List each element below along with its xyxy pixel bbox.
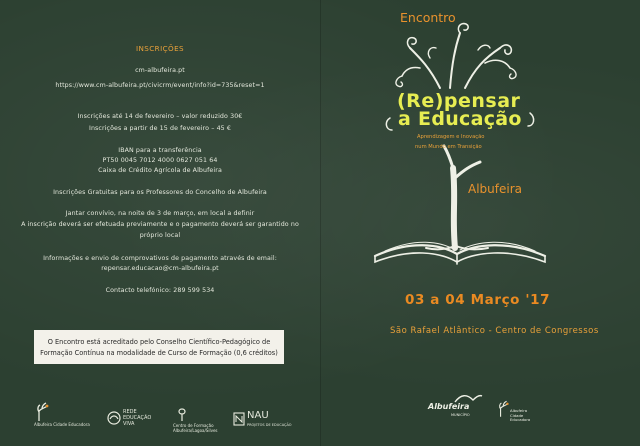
page-fold	[320, 0, 321, 446]
cidade-educadora-text: Albufeira Cidade Educadora	[510, 408, 531, 422]
albufeira-cidade-educadora-logo-right	[498, 400, 510, 418]
event-dates: 03 a 04 Março '17	[405, 292, 551, 308]
centro-formacao-logo	[176, 408, 188, 422]
registration-url[interactable]: https://www.cm-albufeira.pt/civicrm/event/info?id=735&reset=1	[55, 82, 265, 89]
fee-standard: Inscrições a partir de 15 de fevereiro – 45 €	[88, 125, 231, 132]
albufeira-municipio-logo: Albufeira	[428, 402, 470, 411]
event-venue: São Rafael Atlântico - Centro de Congressos	[390, 326, 599, 336]
payment-note: A inscrição deverá ser efetuada previamente e o pagamento deverá ser garantido no	[21, 221, 299, 228]
encontro-heading: Encontro	[400, 10, 456, 25]
dinner-note: Jantar convívio, na noite de 3 de março, em local a definir	[65, 210, 255, 217]
nau-label: NAU	[247, 410, 269, 421]
viva-label: VIVA	[123, 421, 135, 427]
website-link[interactable]: cm-albufeira.pt	[135, 67, 185, 74]
educacao-label: EDUCAÇÃO	[123, 415, 152, 421]
bank-name: Caixa de Crédito Agrícola de Albufeira	[98, 167, 222, 174]
iban-label: IBAN para a transferência	[118, 147, 202, 154]
albufeira-label: Albufeira	[468, 182, 522, 196]
rede-educacao-viva-logo	[107, 411, 121, 425]
nau-sub-label: PROJETOS DE EDUCAÇÃO	[247, 423, 292, 427]
payment-note-cont: próprio local	[139, 232, 181, 239]
municipio-label: MUNICÍPIO	[451, 413, 470, 417]
iban-number: PT50 0045 7012 4000 0627 051 64	[102, 157, 218, 164]
contact-phone: Contacto telefónico: 289 599 534	[105, 287, 215, 294]
centro-formacao-text-1: Centro de Formação	[173, 423, 214, 428]
albufeira-cidade-educadora-logo	[36, 402, 50, 422]
subtitle-line-2: num Mundo em Transição	[415, 144, 482, 150]
fee-reduced: Inscrições até 14 de fevereiro – valor reduzido 30€	[77, 113, 243, 120]
accreditation-line-1: O Encontro está acreditado pelo Conselho Científico-Pedagógico de	[47, 338, 271, 346]
subtitle-line-1: Aprendizagem e Inovação	[417, 134, 485, 140]
rede-label: REDE	[123, 409, 137, 415]
centro-formacao-text-2: Albufeira/Lagoa/Silves	[173, 428, 218, 433]
albufeira-cidade-educadora-text: Albufeira Cidade Educadora	[34, 422, 90, 427]
info-note: Informações e envio de comprovativos de pagamento através de email:	[43, 255, 277, 262]
free-registration-note: Inscrições Gratuitas para os Professores do Concelho de Albufeira	[53, 189, 267, 196]
title-educacao: a Educação	[398, 108, 522, 130]
nau-logo-mark	[233, 412, 245, 426]
accreditation-box	[34, 330, 284, 364]
accreditation-line-2: Formação Contínua na modalidade de Curso de Formação (0,6 créditos)	[40, 349, 278, 357]
inscricoes-title: INSCRIÇÕES	[136, 44, 184, 53]
title-repensar: (Re)pensar	[397, 90, 521, 112]
contact-email[interactable]: repensar.educacao@cm-albufeira.pt	[101, 265, 219, 272]
